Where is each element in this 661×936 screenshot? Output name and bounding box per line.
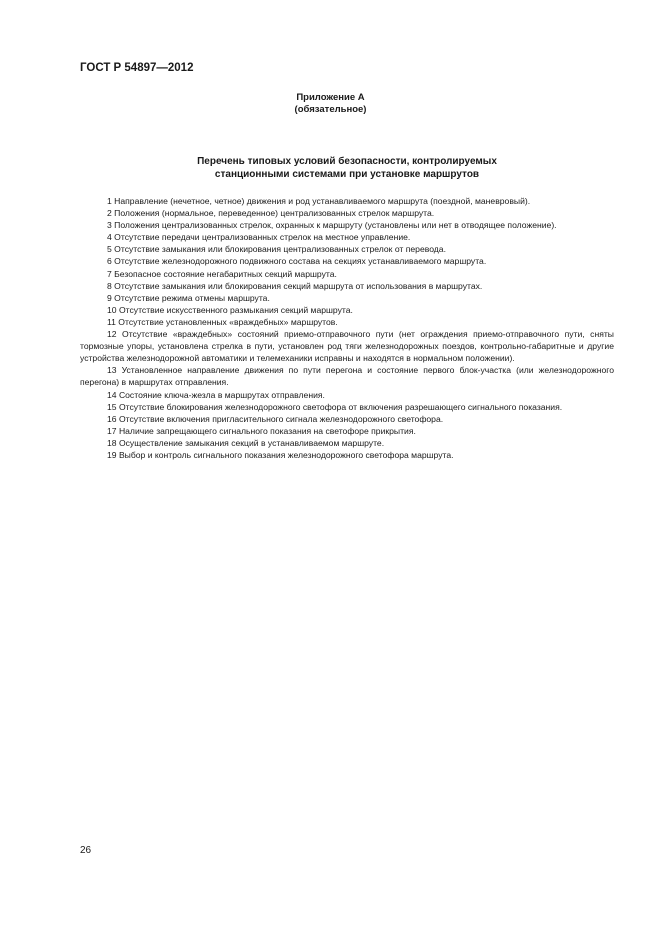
section-title (80, 155, 614, 181)
appendix-status: (обязательное) (294, 104, 367, 115)
section-title-line-2: станционными системами при установке маршрутов (214, 169, 480, 180)
list-item: 10 Отсутствие искусственного размыкания секций маршрута. (107, 304, 353, 315)
list-item: 4 Отсутствие передачи централизованных стрелок на местное управление. (107, 232, 411, 243)
section-title-line-1: Перечень типовых условий безопасности, контролируемых (197, 156, 497, 167)
list-item: 6 Отсутствие железнодорожного подвижного состава на секциях устанавливаемого маршрута. (107, 256, 487, 267)
list-item: 2 Положения (нормальное, переведенное) централизованных стрелок маршрута. (107, 208, 435, 219)
list-item: 8 Отсутствие замыкания или блокирования секций маршрута от использования в маршрутах. (107, 280, 483, 291)
list-item: 11 Отсутствие установленных «враждебных» маршрутов. (107, 316, 338, 327)
list-item: 18 Осуществление замыкания секций в устанавливаемом маршруте. (107, 437, 385, 448)
list-item: 16 Отсутствие включения пригласительного сигнала железнодорожного светофора. (107, 413, 444, 424)
appendix-heading (0, 92, 661, 116)
list-item: 15 Отсутствие блокирования железнодорожного светофора от включения разрешающего сигнального показания. (107, 401, 563, 412)
list-item: 13 Установленное направление движения по пути перегона и состояние первого блок-участка (или железнодорожного перегона) в маршрутах отправления. (80, 365, 614, 388)
list-item: 9 Отсутствие режима отмены маршрута. (107, 292, 270, 303)
list-item: 7 Безопасное состояние негабаритных секций маршрута. (107, 268, 337, 279)
list-item: 17 Наличие запрещающего сигнального показания на светофоре прикрытия. (107, 425, 416, 436)
list-item: 19 Выбор и контроль сигнального показания железнодорожного светофора маршрута. (107, 449, 454, 460)
list-item: 1 Направление (нечетное, четное) движения и род устанавливаемого маршрута (поездной, маневровый). (107, 196, 531, 206)
page-number: 26 (80, 845, 92, 856)
list-item: 12 Отсутствие «враждебных» состояний приемо-отправочного пути (нет ограждения приемо-отправочного пути, сняты тормозные упоры, установлена стрелка в пути, установлен род тяги железнодорожных поездов, контрольно-габаритные и другие устройства железнодорожной автоматики и телемеханики исправны и находятся в нормальном положении). (80, 329, 614, 364)
list-item: 14 Состояние ключа-жезла в маршрутах отправления. (107, 389, 325, 400)
conditions-list (80, 195, 614, 461)
list-item: 3 Положения централизованных стрелок, охранных к маршруту (установлены или нет в отводящее положение). (107, 220, 557, 231)
appendix-label: Приложение А (296, 92, 365, 103)
list-item: 5 Отсутствие замыкания или блокирования централизованных стрелок от перевода. (107, 244, 446, 255)
document-code: ГОСТ Р 54897—2012 (80, 62, 194, 74)
